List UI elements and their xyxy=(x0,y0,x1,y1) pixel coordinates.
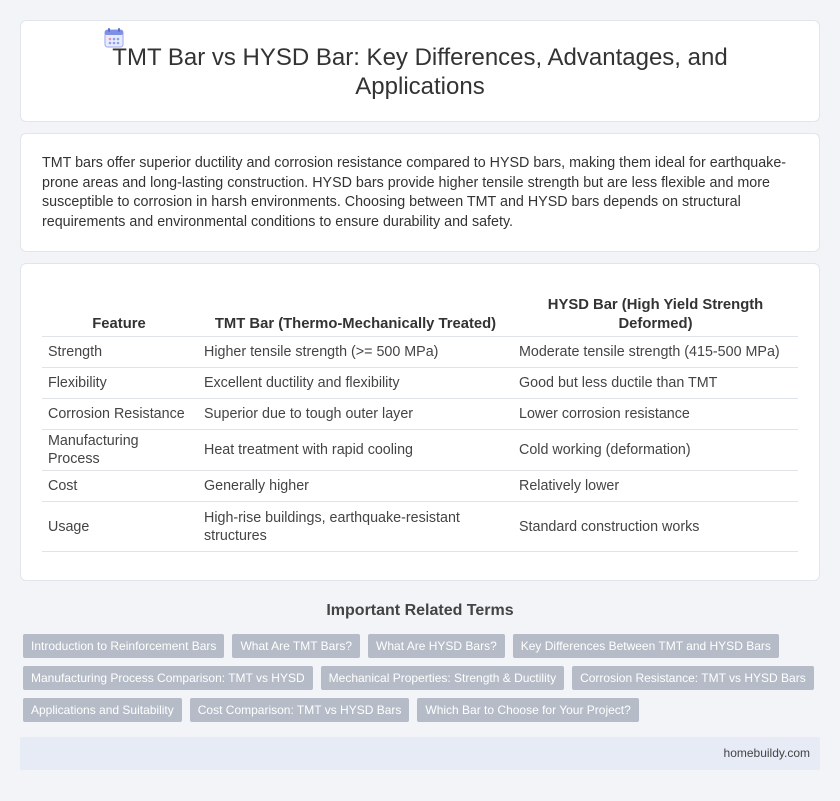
table-row xyxy=(42,399,798,430)
header-feature: Feature xyxy=(42,288,198,337)
tmt-cell: Heat treatment with rapid cooling xyxy=(198,430,513,471)
related-term-tag[interactable]: Applications and Suitability xyxy=(23,698,182,722)
related-term-tag[interactable]: Introduction to Reinforcement Bars xyxy=(23,634,224,658)
related-term-tag[interactable]: Which Bar to Choose for Your Project? xyxy=(417,698,638,722)
intro-card xyxy=(20,133,820,252)
related-term-tag[interactable]: What Are TMT Bars? xyxy=(232,634,360,658)
page-title: TMT Bar vs HYSD Bar: Key Differences, Advantages, and Applications xyxy=(112,44,728,100)
hysd-cell: Moderate tensile strength (415-500 MPa) xyxy=(513,337,798,368)
hysd-cell: Good but less ductile than TMT xyxy=(513,368,798,399)
comparison-table-card xyxy=(20,263,820,581)
table-row xyxy=(42,471,798,502)
hysd-cell: Lower corrosion resistance xyxy=(513,399,798,430)
tmt-cell: Excellent ductility and flexibility xyxy=(198,368,513,399)
table-row xyxy=(42,368,798,399)
related-term-tag[interactable]: Corrosion Resistance: TMT vs HYSD Bars xyxy=(572,666,814,690)
table-row xyxy=(42,430,798,471)
table-row xyxy=(42,502,798,552)
related-terms-title: Important Related Terms xyxy=(326,602,514,619)
feature-cell: Manufacturing Process xyxy=(42,430,198,471)
related-terms-list xyxy=(23,634,813,730)
hysd-cell: Standard construction works xyxy=(513,502,798,552)
header-tmt: TMT Bar (Thermo-Mechanically Treated) xyxy=(198,288,513,337)
intro-paragraph: TMT bars offer superior ductility and corrosion resistance compared to HYSD bars, making them ideal for earthquake-prone areas and long-lasting construction. HYSD bars provide higher tensile strength but are less flexible and more susceptible to corrosion in harsh environments. Choosing between TMT and HYSD bars depends on structural requirements and environmental conditions to ensure durability and safety. xyxy=(42,155,787,230)
feature-cell: Cost xyxy=(42,471,198,502)
related-term-tag[interactable]: Manufacturing Process Comparison: TMT vs HYSD xyxy=(23,666,313,690)
related-term-tag[interactable]: What Are HYSD Bars? xyxy=(368,634,505,658)
related-term-tag[interactable]: Key Differences Between TMT and HYSD Bars xyxy=(513,634,779,658)
title-card xyxy=(20,20,820,122)
header-hysd: HYSD Bar (High Yield Strength Deformed) xyxy=(513,288,798,337)
tmt-cell: Generally higher xyxy=(198,471,513,502)
tmt-cell: Higher tensile strength (>= 500 MPa) xyxy=(198,337,513,368)
table-header-row xyxy=(42,288,798,337)
comparison-table xyxy=(42,288,798,552)
related-term-tag[interactable]: Mechanical Properties: Strength & Ductility xyxy=(321,666,564,690)
footer-site-link[interactable]: homebuildy.com xyxy=(723,746,810,760)
footer xyxy=(20,737,820,770)
tmt-cell: High-rise buildings, earthquake-resistant structures xyxy=(198,502,513,552)
hysd-cell: Relatively lower xyxy=(513,471,798,502)
table-row xyxy=(42,337,798,368)
hysd-cell: Cold working (deformation) xyxy=(513,430,798,471)
feature-cell: Flexibility xyxy=(42,368,198,399)
tmt-cell: Superior due to tough outer layer xyxy=(198,399,513,430)
feature-cell: Strength xyxy=(42,337,198,368)
feature-cell: Usage xyxy=(42,502,198,552)
related-term-tag[interactable]: Cost Comparison: TMT vs HYSD Bars xyxy=(190,698,410,722)
feature-cell: Corrosion Resistance xyxy=(42,399,198,430)
